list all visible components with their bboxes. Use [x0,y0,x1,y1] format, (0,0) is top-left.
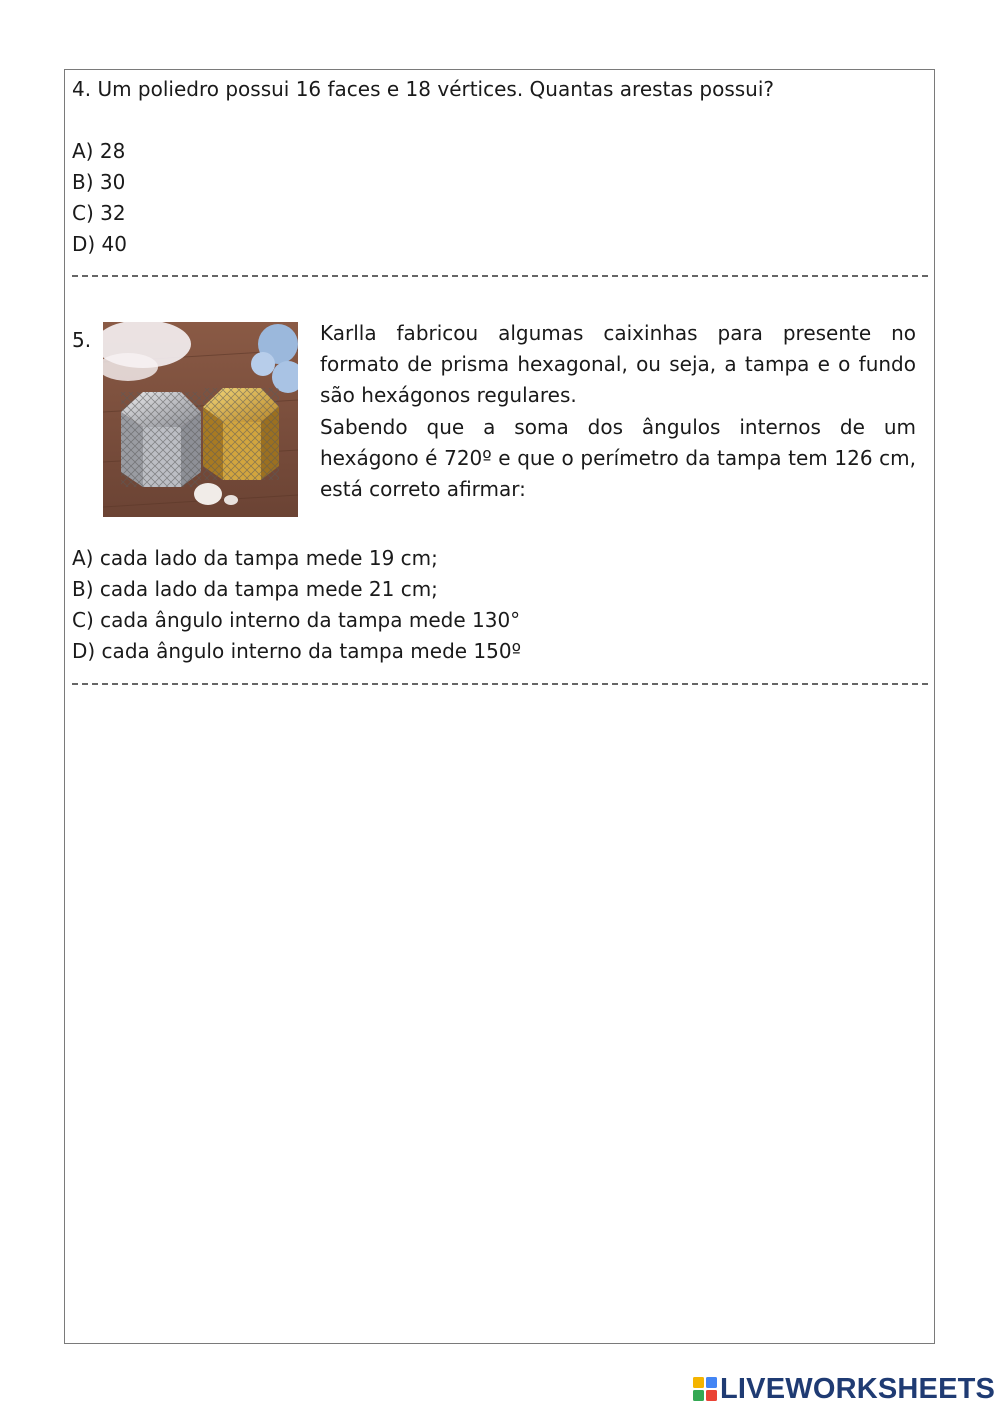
liveworksheets-logo-icon [693,1377,717,1401]
q5-option-c: C) cada ângulo interno da tampa mede 130° [72,608,521,632]
q4-option-a: A) 28 [72,139,126,163]
q5-paragraph-line: está correto afirmar: [320,477,526,502]
q5-option-b: B) cada lado da tampa mede 21 cm; [72,577,438,601]
hexagonal-boxes-photo [103,322,298,517]
q5-paragraph-line: Karlla fabricou algumas caixinhas para presente no [320,321,916,345]
q4-option-c: C) 32 [72,201,126,225]
q5-paragraph [320,318,916,505]
q5-paragraph-line: Sabendo que a soma dos ângulos internos de um [320,414,916,439]
q5-paragraph-line: hexágono é 720º e que o perímetro da tampa tem 126 cm, [320,445,916,470]
q4-option-d: D) 40 [72,232,128,256]
worksheet-frame [64,69,935,1344]
q5-option-d: D) cada ângulo interno da tampa mede 150º [72,639,522,663]
section-divider [72,683,928,685]
q5-option-a: A) cada lado da tampa mede 19 cm; [72,546,438,570]
q5-paragraph-line: formato de prisma hexagonal, ou seja, a tampa e o fundo [320,352,916,377]
q5-paragraph-line: são hexágonos regulares. [320,383,577,408]
q4-question: 4. Um poliedro possui 16 faces e 18 vértices. Quantas arestas possui? [72,77,775,101]
section-divider [72,275,928,277]
brand-text: LIVEWORKSHEETS [720,1372,996,1405]
q5-number: 5. [72,328,92,352]
liveworksheets-brand[interactable] [693,1374,995,1404]
q4-option-b: B) 30 [72,170,126,194]
